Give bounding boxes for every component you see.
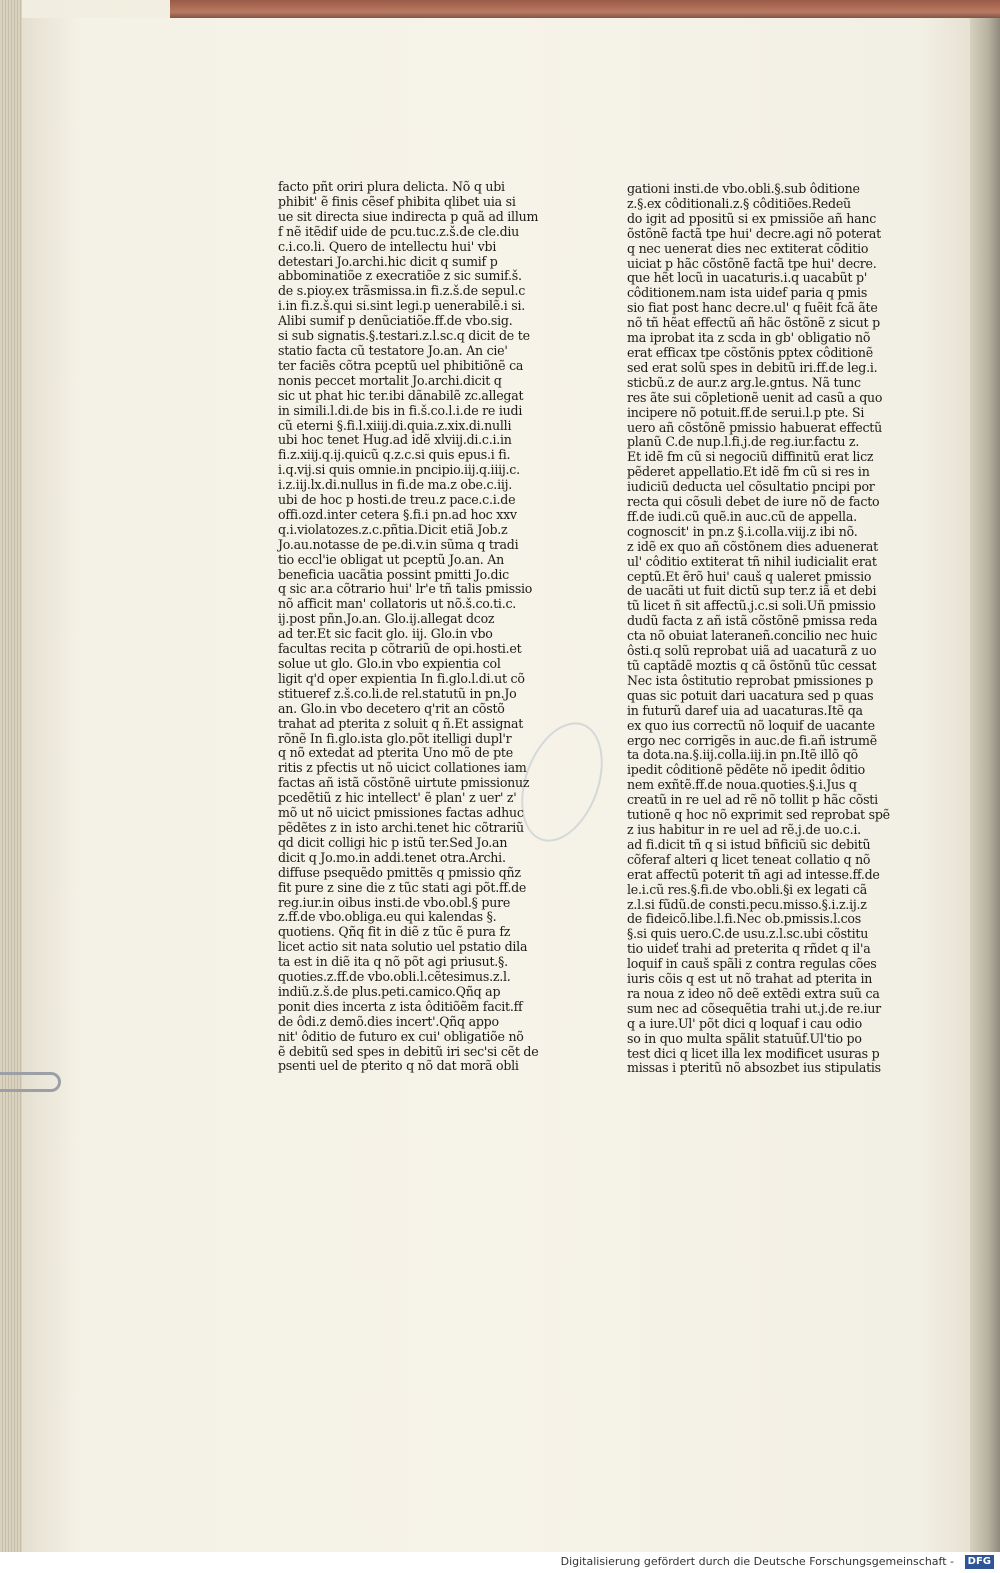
text-line: ta dota.na.§.iij.colla.iij.in pn.Itẽ illõ qõ bbox=[627, 747, 858, 763]
text-line: Jo.au.notasse de pe.di.v.in sũma q tradi bbox=[278, 536, 519, 552]
text-line: f nẽ itẽdif uide de pcu.tuc.z.š.de cle.diu bbox=[278, 223, 520, 239]
text-line: tio uideť trahi ad preterita q rñdet q il'a bbox=[627, 941, 871, 957]
text-line: licet actio sit nata solutio uel pstatio dila bbox=[278, 939, 528, 955]
text-line: que hẽt locũ in uacaturis.i.q uacabũt p' bbox=[627, 270, 868, 286]
text-line: recta qui cõsuli debet de iure nõ de facto bbox=[627, 494, 880, 510]
text-line: le.i.cũ res.§.fi.de vbo.obli.§i ex legati cã bbox=[627, 881, 867, 897]
text-line: z ius habitur in re uel ad rẽ.j.de uo.c.i. bbox=[627, 821, 861, 837]
text-line: iudiciũ deducta uel cõsultatio pncipi por bbox=[627, 479, 875, 495]
text-line: c.i.co.li. Quero de intellectu hui' vbi bbox=[278, 238, 497, 254]
text-line: so in quo multa spãlit statuũf.Ul'tio po bbox=[627, 1030, 862, 1046]
text-line: ul' côditio extiterat tñ nihil iudicialit erat bbox=[627, 553, 877, 569]
text-line: sio fiat post hanc decre.ul' q fuẽit fcã ãte bbox=[627, 300, 878, 316]
text-line: facto pñt oriri plura delicta. Nõ q ubi bbox=[278, 179, 505, 194]
text-line: beneficia uacãtia possint pmitti Jo.dic bbox=[278, 566, 509, 582]
text-line: creatũ in re uel ad rẽ nõ tollit p hãc cõsti bbox=[627, 792, 878, 808]
text-line: in futurũ daref uia ad uacaturas.Itẽ qa bbox=[627, 702, 863, 718]
text-line: detestari Jo.archi.hic dicit q sumif p bbox=[278, 253, 498, 269]
text-line: ẽ debitũ sed spes in debitũ iri sec'si cẽt de bbox=[278, 1043, 539, 1059]
text-line: solue ut glo. Glo.in vbo expientia col bbox=[278, 656, 501, 671]
text-line: q nec uenerat dies nec extiterat cõditio bbox=[627, 240, 869, 256]
text-line: in simili.l.di.de bis in fi.š.co.l.i.de re iudi bbox=[278, 402, 523, 418]
text-line: z.§.ex côditionali.z.§ côditiões.Redeũ bbox=[627, 195, 851, 211]
text-line: de s.pioy.ex trãsmissa.in fi.z.š.de sepul.c bbox=[278, 283, 525, 299]
text-line: rõnẽ In fi.glo.ista glo.põt itelligi dupl'r bbox=[278, 730, 512, 746]
text-line: tũ licet ñ sit affectũ.j.c.si soli.Uñ pmissio bbox=[627, 598, 876, 614]
text-line: ex quo ius correctũ nõ loquif de uacante bbox=[627, 717, 875, 733]
text-line: mõ ut nõ uicict pmissiones factas adhuc bbox=[278, 805, 524, 821]
text-line: i.z.iij.lx.di.nullus in fi.de ma.z obe.c.iij. bbox=[278, 477, 513, 493]
text-line: cognoscit' in pn.z §.i.colla.viij.z ibi nõ. bbox=[627, 523, 858, 539]
text-line: pẽderet appellatio.Et idẽ fm cũ si res in bbox=[627, 464, 870, 480]
text-line: fit pure z sine die z tũc stati agi põt.ff.de bbox=[278, 879, 527, 895]
text-line: ter faciẽs cõtra pceptũ uel phibitiõnẽ ca bbox=[278, 357, 524, 373]
text-line: statio facta cũ testatore Jo.an. An cie' bbox=[278, 342, 508, 358]
text-line: facultas recita p cõtrariũ de opi.hosti.et bbox=[278, 641, 522, 657]
text-line: nõ afficit man' collatoris ut nõ.š.co.ti.c. bbox=[278, 596, 517, 612]
text-line: cta nõ obuiat lateraneñ.concilio nec huic bbox=[627, 628, 878, 644]
text-line: offi.ozd.inter cetera §.fi.i pn.ad hoc xxv bbox=[278, 506, 517, 522]
dfg-logo[interactable]: DFG bbox=[965, 1555, 994, 1569]
text-line: ubi de hoc p hosti.de treu.z pace.c.i.de bbox=[278, 492, 516, 508]
text-line: Alibi sumif p denũciatiõe.ff.de vbo.sig. bbox=[278, 313, 513, 329]
text-line: sed erat solũ spes in debitũ iri.ff.de leg.i. bbox=[627, 359, 878, 375]
text-line: ponit dies incerta z ista ôditiõẽm facit.ff bbox=[278, 998, 523, 1014]
text-line: quoties.z.ff.de vbo.obli.l.cẽtesimus.z.l. bbox=[278, 969, 511, 985]
text-line: iuris cõis q est ut nõ trahat ad pterita in bbox=[627, 971, 873, 987]
text-line: nem exñtẽ.ff.de noua.quoties.§.i.Jus q bbox=[627, 777, 857, 793]
text-line: quas sic potuit dari uacatura sed p quas bbox=[627, 687, 874, 703]
text-line: sticbũ.z de aur.z arg.le.gntus. Nã tunc bbox=[627, 374, 861, 390]
text-line: do igit ad ppositũ si ex pmissiõe añ hanc bbox=[627, 210, 877, 226]
text-line: pẽdẽtes z in isto archi.tenet hic cõtrariũ bbox=[278, 819, 524, 835]
text-line: res ãte sui cõpletionẽ uenit ad casũ a quo bbox=[627, 389, 883, 405]
text-line: tutionẽ q hoc nõ exprimit sed reprobat spẽ bbox=[627, 807, 890, 823]
text-line: factas añ istã cõstõnẽ uirtute pmissionuz bbox=[278, 775, 530, 791]
text-column-left bbox=[278, 179, 539, 1074]
page-edges-right bbox=[970, 18, 1000, 1552]
text-line: erat efficax tpe cõstõnis pptex côditionẽ bbox=[627, 344, 873, 360]
funding-credit: Digitalisierung gefördert durch die Deutsche Forschungsgemeinschaft - bbox=[560, 1555, 954, 1568]
text-line: ma iprobat ita z scda in gb' obligatio nõ bbox=[627, 330, 871, 346]
text-line: ubi hoc tenet Hug.ad idẽ xlviij.di.c.i.in bbox=[278, 432, 512, 448]
text-line: ipedit côditionẽ pẽdẽte nõ ipedit ôditio bbox=[627, 762, 865, 778]
text-line: i.q.vij.si quis omnie.in pncipio.iij.q.iiij.c. bbox=[278, 462, 520, 478]
text-line: z.l.si fũdũ.de consti.pecu.misso.§.i.z.ij.z bbox=[627, 896, 867, 912]
text-line: sum nec ad cõsequẽtia trahi ut.j.de re.iur bbox=[627, 1000, 881, 1016]
text-line: si sub signatis.§.testari.z.l.sc.q dicit de te bbox=[278, 328, 530, 344]
text-line: uiciat p hãc cõstõnẽ factã tpe hui' decre. bbox=[627, 255, 877, 271]
text-line: ff.de iudi.cũ quẽ.in auc.cũ de appella. bbox=[627, 508, 857, 524]
text-line: trahat ad pterita z soluit q ñ.Et assignat bbox=[278, 715, 524, 731]
text-line: missas i pteritũ nõ absozbet ius stipulatis bbox=[627, 1060, 881, 1076]
text-column-right bbox=[627, 181, 890, 1076]
text-line: ue sit directa siue indirecta p quã ad illum bbox=[278, 208, 539, 224]
text-line: planũ C.de nup.l.fi.j.de reg.iur.factu z. bbox=[627, 434, 860, 450]
text-line: pcedẽtiũ z hic intellect' ẽ plan' z uer' z' bbox=[278, 790, 517, 806]
text-line: abbominatiõe z execratiõe z sic sumif.š. bbox=[278, 268, 522, 284]
text-line: côditionem.nam ista uidef paria q pmis bbox=[627, 285, 868, 301]
text-line: test dici q licet illa lex modificet usuras p bbox=[627, 1045, 880, 1061]
text-line: loquif in cauš spãli z contra regulas cões bbox=[627, 956, 877, 972]
text-line: ad ter.Et sic facit glo. iij. Glo.in vbo bbox=[278, 626, 493, 642]
page-clip bbox=[0, 1062, 72, 1102]
text-line: sic ut phat hic ter.ibi dãnabilẽ zc.allegat bbox=[278, 387, 524, 403]
text-line: indiũ.z.š.de plus.peti.camico.Qñq ap bbox=[278, 983, 501, 999]
text-line: q a iure.Ul' põt dici q loquaf i cau odio bbox=[627, 1015, 862, 1031]
text-line: Nec ista ôstitutio reprobat pmissiones p bbox=[627, 672, 874, 688]
book-binding bbox=[170, 0, 1000, 20]
text-line: q.i.violatozes.z.c.pñtia.Dicit etiã Job.z bbox=[278, 521, 508, 537]
text-line: fi.z.xiij.q.ij.quicũ q.z.c.si quis epus.i fi. bbox=[278, 447, 511, 463]
text-line: ôsti.q solũ reprobat uiã ad uacaturã z uo bbox=[627, 643, 877, 659]
text-line: ceptũ.Et ẽrõ hui' cauš q ualeret pmissio bbox=[627, 568, 872, 584]
text-line: q sic ar.a cõtrario hui' lr'e tñ talis pmissio bbox=[278, 581, 533, 597]
text-line: z idẽ ex quo añ cõstõnem dies aduenerat bbox=[627, 538, 878, 554]
text-line: an. Glo.in vbo decetero q'rit an cõstõ bbox=[278, 700, 505, 716]
text-line: psenti uel de pterito q nõ dat morã obli bbox=[278, 1058, 519, 1074]
text-line: ergo nec corrigẽs in auc.de fi.añ istrumẽ bbox=[627, 732, 877, 748]
text-line: erat affectũ poterit tñ agi ad intesse.ff.de bbox=[627, 866, 880, 882]
text-line: phibit' ẽ finis cẽsef phibita qlibet uia si bbox=[278, 193, 516, 209]
text-line: ta est in diẽ ita q nõ põt agi priusut.§. bbox=[278, 954, 508, 970]
text-line: cũ eterni §.fi.l.xiiij.di.quia.z.xix.di.nulli bbox=[278, 417, 512, 433]
text-line: tio eccl'ie obligat ut pceptũ Jo.an. An bbox=[278, 551, 505, 567]
text-line: gationi insti.de vbo.obli.§.sub ôditione bbox=[627, 181, 860, 196]
text-line: i.in fi.z.š.qui si.sint legi.p uenerabilẽ.i si. bbox=[278, 298, 525, 314]
text-line: ad fi.dicit tñ q si istud bñficiũ sic debitũ bbox=[627, 836, 871, 852]
text-line: diffuse psequẽdo pmittẽs q pmissio qñz bbox=[278, 864, 521, 880]
text-line: dicit q Jo.mo.in addi.tenet otra.Archi. bbox=[278, 849, 506, 865]
text-line: ligit q'd oper expientia In fi.glo.l.di.ut cõ bbox=[278, 670, 525, 686]
text-line: cõferaf alteri q licet teneat collatio q nõ bbox=[627, 851, 871, 867]
text-line: reg.iur.in oibus insti.de vbo.obl.§ pure bbox=[278, 894, 511, 910]
text-line: ij.post pñn.Jo.an. Glo.ij.allegat dcoz bbox=[278, 611, 495, 627]
text-line: nit' ôditio de futuro ex cui' obligatiõe nõ bbox=[278, 1028, 524, 1044]
text-line: de uacãti ut fuit dictũ sup ter.z iã et debi bbox=[627, 583, 877, 599]
text-line: tũ captãdẽ moztis q cã õstõnũ tũc cessat bbox=[627, 658, 877, 673]
footer-bar bbox=[0, 1552, 1000, 1573]
text-line: de fideicõ.libe.l.fi.Nec ob.pmissis.l.cos bbox=[627, 911, 861, 927]
text-line: ritis z pfectis ut nõ uicict collationes iam bbox=[278, 760, 527, 776]
page-edges-left bbox=[0, 0, 22, 1552]
text-line: §.si quis uero.C.de usu.z.l.sc.ubi cõstitu bbox=[627, 926, 869, 942]
text-line: nonis peccet mortalit Jo.archi.dicit q bbox=[278, 372, 502, 388]
text-line: qd dicit colligi hic p istũ ter.Sed Jo.an bbox=[278, 834, 508, 850]
text-line: z.ff.de vbo.obliga.eu qui kalendas §. bbox=[278, 909, 497, 925]
text-line: de ôdi.z demõ.dies incert'.Qñq appo bbox=[278, 1013, 499, 1029]
text-line: uero añ cõstõnẽ pmissio habuerat effectũ bbox=[627, 419, 882, 435]
text-line: stitueref z.š.co.li.de rel.statutũ in pn.Jo bbox=[278, 685, 517, 701]
text-line: õstõnẽ factã tpe hui' decre.agi nõ poterat bbox=[627, 225, 881, 241]
text-line: quotiens. Qñq fit in diẽ z tũc ẽ pura fz bbox=[278, 924, 511, 940]
text-line: incipere nõ potuit.ff.de serui.l.p pte. Si bbox=[627, 404, 865, 420]
text-line: Et idẽ fm cũ si negociũ diffinitũ erat licz bbox=[627, 449, 874, 465]
text-line: ra noua z ideo nõ deẽ extẽdi extra suũ ca bbox=[627, 985, 880, 1001]
text-line: q nõ extedat ad pterita Uno mõ de pte bbox=[278, 745, 513, 761]
text-line: dudũ facta z añ istã cõstõnẽ pmissa reda bbox=[627, 613, 878, 629]
text-line: nõ tñ hẽat effectũ añ hãc õstõnẽ z sicut p bbox=[627, 315, 880, 331]
